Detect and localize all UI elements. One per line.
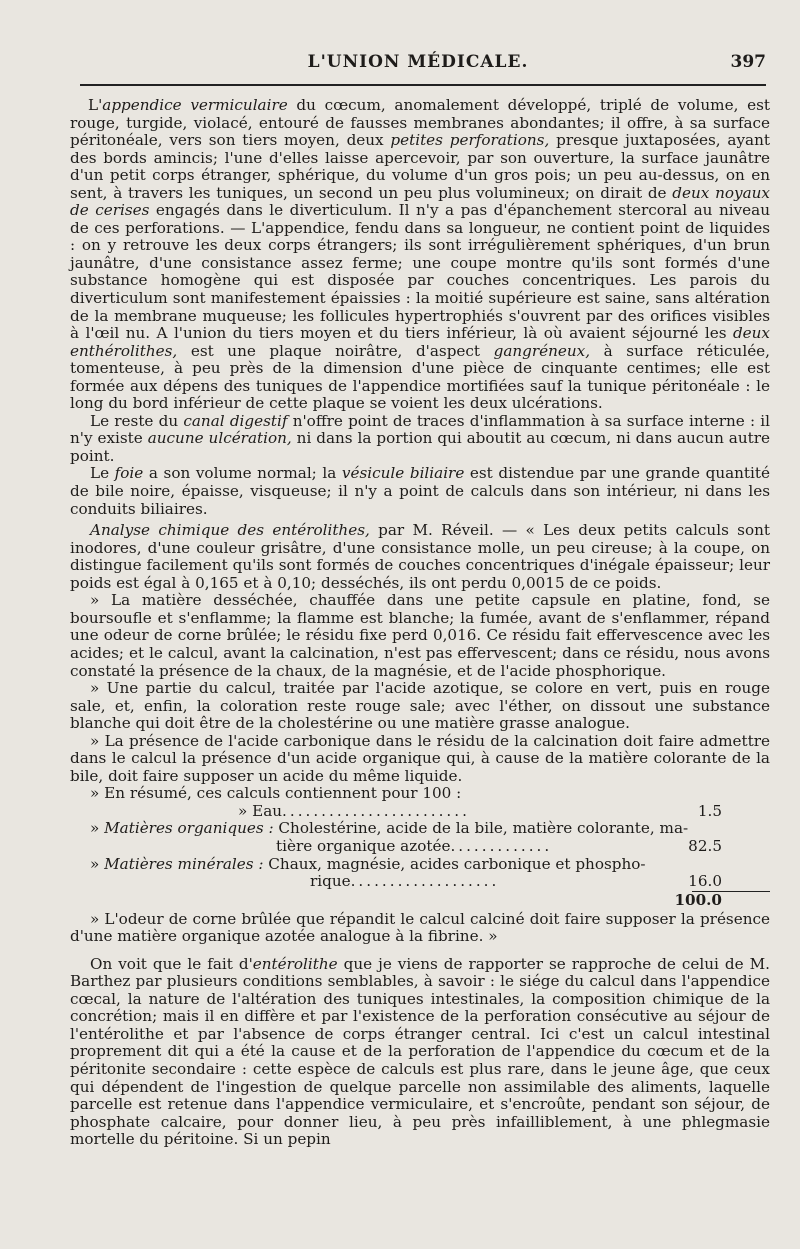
minerales-value: 16.0: [688, 872, 722, 891]
composition-row-eau: [70, 803, 770, 821]
eau-value: 1.5: [697, 801, 722, 820]
paragraph-carbonic-acid: » La présence de l'acide carbonique dans le résidu de la calcination doit faire admettre dans le calcul la présence d'un acide organique qui, à cause de la matière colorante de la bile, doit faire supposer un acide du même liquide.: [70, 731, 770, 785]
paragraph-burnt-horn: » L'odeur de corne brûlée que répandit le calcul calciné doit faire supposer la présence d'une matière organique azotée analogue à la fibrine. »: [70, 909, 770, 946]
total-value: 100.0: [674, 890, 722, 909]
composition-row-minerales: » Matières minérales : Chaux, magnésie, acides carbonique et phospho-: [90, 854, 646, 873]
eau-label: » Eau: [238, 801, 283, 820]
page-header: [68, 52, 768, 82]
organiques-label: Matières organiques :: [104, 819, 274, 838]
paragraph-summary-intro: » En résumé, ces calculs contiennent pour 100 :: [90, 784, 462, 803]
page-number: 397: [730, 52, 766, 72]
composition-row-organiques-cont: tière organique azotée............. 82.5: [276, 836, 722, 855]
composition-row-minerales-cont: rique................... 16.0: [310, 872, 722, 891]
paragraph-nitric-acid: » Une partie du calcul, traitée par l'acide azotique, se colore en vert, puis en rouge sale, et, enfin, la coloration reste rouge sale; avec l'éther, on dissout une substance blanche qui doit être de la cholestérine ou une matière grasse analogue.: [70, 679, 770, 733]
composition-total-row: [70, 892, 770, 911]
article-body: [70, 97, 770, 1149]
minerales-label: Matières minérales :: [104, 854, 264, 873]
eau-dots: ........................: [282, 801, 470, 820]
composition-row-organiques: » Matières organiques : Cholestérine, acide de la bile, matière colorante, ma-: [90, 819, 689, 838]
organiques-value: 82.5: [688, 836, 722, 855]
paragraph-dried-matter: » La matière desséchée, chauffée dans une petite capsule en platine, fond, se boursoufle et s'enflamme; la flamme est blanche; la fumée, avant de s'enflammer, répand une odeur de corne brûlée; le résidu fixe perd 0,016. Ce résidu fait effervescence avec les acides; et le calcul, avant la calcination, n'est pas effervescent; dans ce résidu, nous avons constaté la présence de la chaux, de la magnésie, et de l'acide phosphorique.: [70, 591, 770, 680]
running-title: L'UNION MÉDICALE.: [307, 52, 529, 72]
paragraph-digestive-canal: Le reste du canal digestif n'offre point de traces d'inflammation à sa surface interne : il n'y existe aucune ulcération, ni dans la portion qui aboutit au cœcum, ni dans aucun autre point.: [70, 411, 770, 465]
paragraph-appendix-description: L'appendice vermiculaire du cœcum, anomalement développé, triplé de volume, est rouge, turgide, violacé, entouré de fausses membranes abondantes; il offre, à sa surface péritonéale, vers son tiers moyen, deux petites perforations, presque juxtaposées, ayant des bords amincis; l'une d'elles laisse apercevoir, par son ouverture, la surface jaunâtre d'un petit corps étranger, sphérique, du volume d'un gros pois; un peu au-dessus, on en sent, à travers les tuniques, un second un peu plus volumineux; on dirait de deux noyaux de cerises engagés dans le diverticulum. Il n'y a pas d'épanchement stercoral au niveau de ces perforations. — L'appendice, fendu dans sa longueur, ne contient point de liquides : on y retrouve les deux corps étrangers; ils sont irrégulièrement sphériques, d'un brun jaunâtre, d'une consistance assez ferme; une coupe montre qu'ils sont formés d'une substance homogène qui est disposée par couches concentriques. Les parois du diverticulum sont manifestement épaissies : la moitié supérieure est saine, sans altération de la membrane muqueuse; les follicules hypertrophiés s'ouvrent par des orifices visibles à l'œil nu. A l'union du tiers moyen et du tiers inférieur, là où avaient séjourné les deux enthérolithes, est une plaque noirâtre, d'aspect gangréneux, à surface réticulée, tomenteuse, à peu près de la dimension d'une pièce de cinquante centimes; elle est formée aux dépens des tuniques de l'appendice mortifiées sauf la tunique péritonéale : le long du bord inférieur de cette plaque se voient les deux ulcérations.: [70, 96, 771, 413]
paragraph-comparison: On voit que le fait d'entérolithe que je viens de rapporter se rapproche de celui de M. Barthez par plusieurs conditions semblables, à savoir : le siége du calcul dans l'appendice cœcal, la nature de l'altération des tuniques intestinales, la composition chimique de la concrétion; mais il en diffère et par l'existence de la perforation consécutive au séjour de l'entérolithe et par l'absence de corps étranger central. Ici c'est un calcul intestinal proprement dit qui a été la cause et de la perforation de l'appendice du cœcum et de la péritonite secondaire : cette espèce de calculs est plus rare, dans le jeune âge, que ceux qui dépendent de l'ingestion de quelque parcelle non assimilable des aliments, laquelle parcelle est retenue dans l'appendice vermiculaire, et s'encroûte, pendant son séjour, de phosphate calcaire, pour donner lieu, à peu près infailliblement, à une phlegmasie mortelle du péritoine. Si un pepin: [70, 954, 770, 1149]
paragraph-chemical-analysis: Analyse chimique des entérolithes, par M. Réveil. — « Les deux petits calculs sont inodores, d'une couleur grisâtre, d'une consistance molle, un peu cireuse; à la coupe, on distingue facilement qu'ils sont formés de couches concentriques d'inégale épaisseur; leur poids est égal à 0,165 et à 0,10; desséchés, ils ont perdu 0,0015 de ce poids.: [70, 521, 770, 592]
composition-table: [70, 803, 770, 911]
header-rule: [80, 84, 766, 86]
paragraph-liver: Le foie a son volume normal; la vésicule biliaire est distendue par une grande quantité de bile noire, épaisse, visqueuse; il n'y a point de calculs dans son intérieur, ni dans les conduits biliaires.: [70, 464, 770, 518]
